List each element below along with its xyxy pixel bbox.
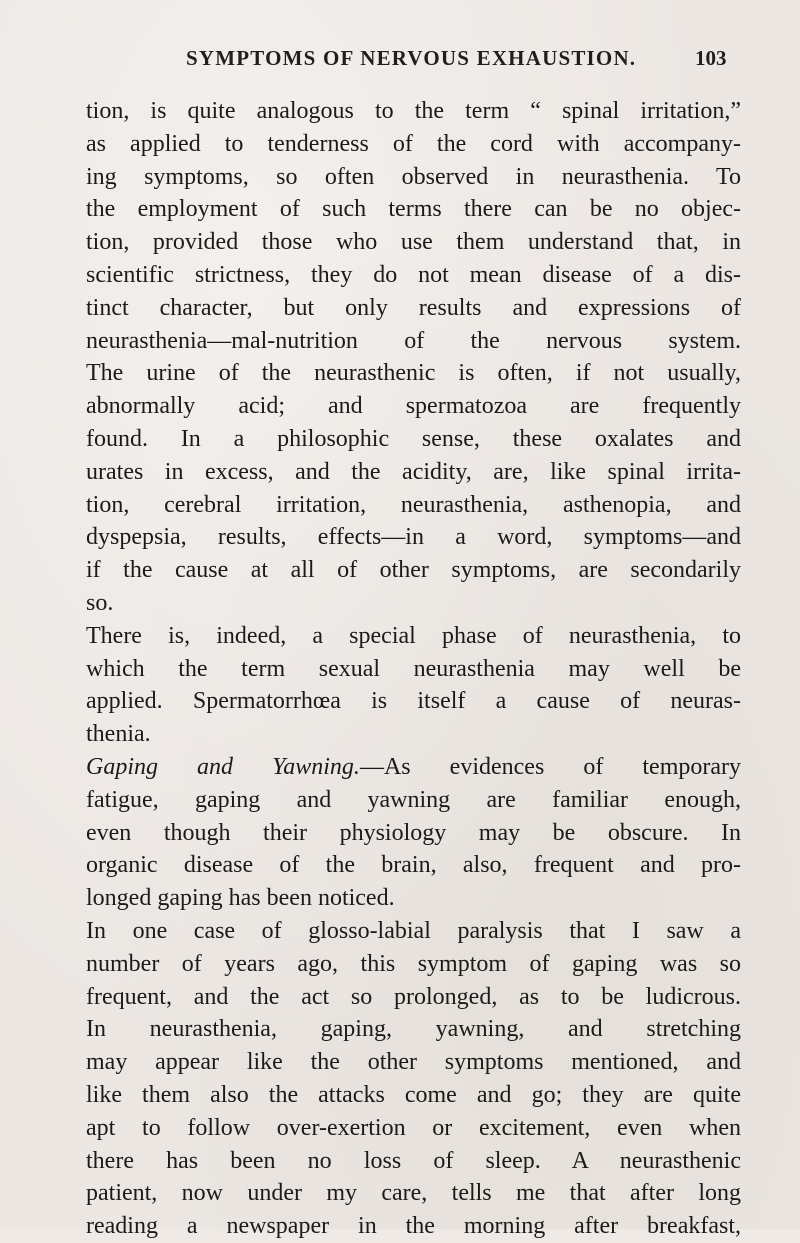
text-line: ing symptoms, so often observed in neurasthenia. To	[86, 163, 741, 190]
section-heading: Gaping and Yawning.	[86, 753, 360, 780]
text-run: —As evidences of temporary	[359, 753, 742, 780]
text-line: scientific strictness, they do not mean disease of a dis-	[86, 261, 741, 288]
text-line: longed gaping has been noticed.	[86, 885, 395, 912]
text-line: as applied to tenderness of the cord with accompany-	[86, 130, 741, 157]
text-line: like them also the attacks come and go; they are quite	[86, 1081, 741, 1108]
text-line: urates in excess, and the acidity, are, like spinal irrita-	[86, 458, 741, 485]
text-line: tion, is quite analogous to the term “ spinal irritation,”	[86, 98, 741, 124]
text-line: applied. Spermatorrhœa is itself a cause of neuras-	[86, 688, 741, 715]
text-line: organic disease of the brain, also, frequent and pro-	[86, 852, 741, 879]
text-line: tion, provided those who use them understand that, in	[86, 229, 741, 256]
text-line: if the cause at all of other symptoms, are secondarily	[86, 557, 741, 584]
text-line: reading a newspaper in the morning after breakfast,	[86, 1213, 741, 1240]
text-line: thenia.	[86, 721, 151, 748]
text-line: neurasthenia—mal-nutrition of the nervous system.	[86, 327, 741, 354]
text-line: the employment of such terms there can be no objec-	[86, 196, 741, 223]
text-line: there has been no loss of sleep. A neurasthenic	[86, 1147, 741, 1174]
text-line: In one case of glosso-labial paralysis that I saw a	[86, 917, 741, 944]
text-line: In neurasthenia, gaping, yawning, and stretching	[86, 1016, 741, 1043]
text-line: apt to follow over-exertion or excitement, even when	[86, 1114, 741, 1141]
text-line: The urine of the neurasthenic is often, if not usually,	[86, 360, 741, 387]
text-line: even though their physiology may be obscure. In	[86, 819, 741, 846]
running-title: SYMPTOMS OF NERVOUS EXHAUSTION.	[186, 46, 637, 70]
text-line: so.	[86, 589, 114, 616]
text-line: may appear like the other symptoms mentioned, and	[86, 1049, 741, 1076]
text-line: patient, now under my care, tells me that after long	[86, 1180, 741, 1207]
text-line: which the term sexual neurasthenia may well be	[86, 655, 741, 682]
text-line: tion, cerebral irritation, neurasthenia, asthenopia, and	[86, 491, 741, 518]
page-number: 103	[695, 46, 727, 70]
text-line: fatigue, gaping and yawning are familiar enough,	[86, 786, 741, 813]
text-line: tinct character, but only results and expressions of	[86, 294, 741, 321]
running-head	[0, 46, 800, 76]
text-line: frequent, and the act so prolonged, as to be ludicrous.	[86, 983, 741, 1010]
text-line: There is, indeed, a special phase of neurasthenia, to	[86, 622, 741, 649]
text-line: number of years ago, this symptom of gaping was so	[86, 950, 741, 977]
text-line: found. In a philosophic sense, these oxalates and	[86, 425, 741, 452]
text-line: abnormally acid; and spermatozoa are frequently	[86, 393, 741, 420]
body-text	[86, 95, 741, 1243]
text-line	[86, 751, 741, 784]
text-line: dyspepsia, results, effects—in a word, symptoms—and	[86, 524, 741, 551]
